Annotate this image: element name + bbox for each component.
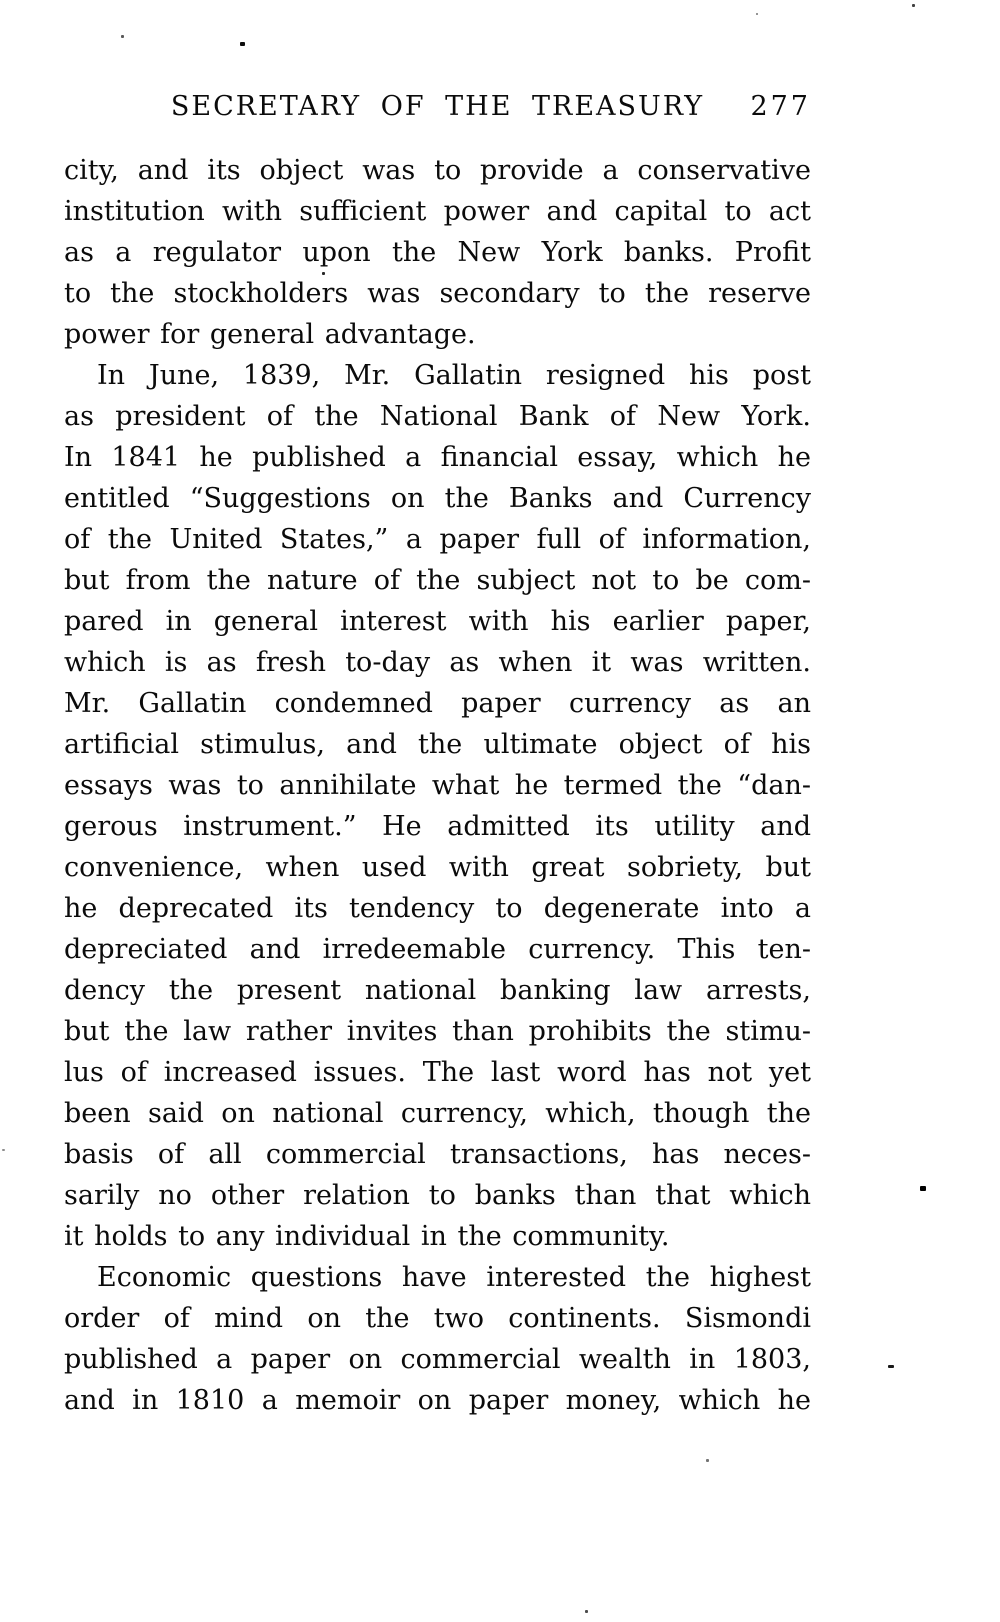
page-number: 277 [750,91,811,122]
text-line: entitled “Suggestions on the Banks and Currency [64,483,811,514]
scan-speck [912,4,915,7]
text-line: sarily no other relation to banks than that which [64,1180,811,1211]
page-body [64,150,811,1421]
text-line: which is as fresh to-day as when it was written. [64,647,811,678]
scan-speck [920,1186,926,1191]
scan-speck [121,35,124,38]
text-line: and in 1810 a memoir on paper money, which he [64,1385,811,1416]
running-header [64,90,811,124]
text-line: Economic questions have interested the highest [97,1262,811,1293]
running-header-title: SECRETARY OF THE TREASURY [170,91,705,122]
scan-speck [888,1365,894,1368]
text-line: power for general advantage. [64,319,476,350]
text-line: as a regulator upon the New York banks. Profit [64,237,811,268]
text-line: pared in general interest with his earlier paper, [64,606,811,637]
text-line: institution with sufficient power and capital to act [64,196,811,227]
text-line: to the stockholders was secondary to the reserve [64,278,811,309]
text-line: basis of all commercial transactions, has neces- [64,1139,811,1170]
scan-speck [240,42,245,46]
text-line: artificial stimulus, and the ultimate object of his [64,729,811,760]
text-line: convenience, when used with great sobriety, but [64,852,811,883]
text-line: it holds to any individual in the community. [64,1221,670,1252]
text-line: gerous instrument.” He admitted its utility and [64,811,811,842]
text-line: In June, 1839, Mr. Gallatin resigned his post [97,360,811,391]
text-line: dency the present national banking law arrests, [64,975,811,1006]
text-line: In 1841 he published a financial essay, which he [64,442,811,473]
text-line: Mr. Gallatin condemned paper currency as an [64,688,811,719]
scan-speck [2,1149,5,1151]
text-line: lus of increased issues. The last word has not yet [64,1057,811,1088]
text-line: he deprecated its tendency to degenerate into a [64,893,811,924]
scan-speck [706,1459,709,1462]
scan-speck [322,272,325,275]
text-line: depreciated and irredeemable currency. This ten- [64,934,811,965]
scan-speck [756,13,758,15]
text-line: but the law rather invites than prohibits the stimu- [64,1016,811,1047]
text-line: published a paper on commercial wealth in 1803, [64,1344,811,1375]
text-line: essays was to annihilate what he termed the “dan- [64,770,811,801]
scan-speck [585,1610,588,1613]
text-line: of the United States,” a paper full of information, [64,524,811,555]
text-line: order of mind on the two continents. Sismondi [64,1303,811,1334]
text-line: city, and its object was to provide a conservative [64,155,811,186]
text-line: but from the nature of the subject not to be com- [64,565,811,596]
text-line: as president of the National Bank of New York. [64,401,811,432]
text-line: been said on national currency, which, though the [64,1098,811,1129]
